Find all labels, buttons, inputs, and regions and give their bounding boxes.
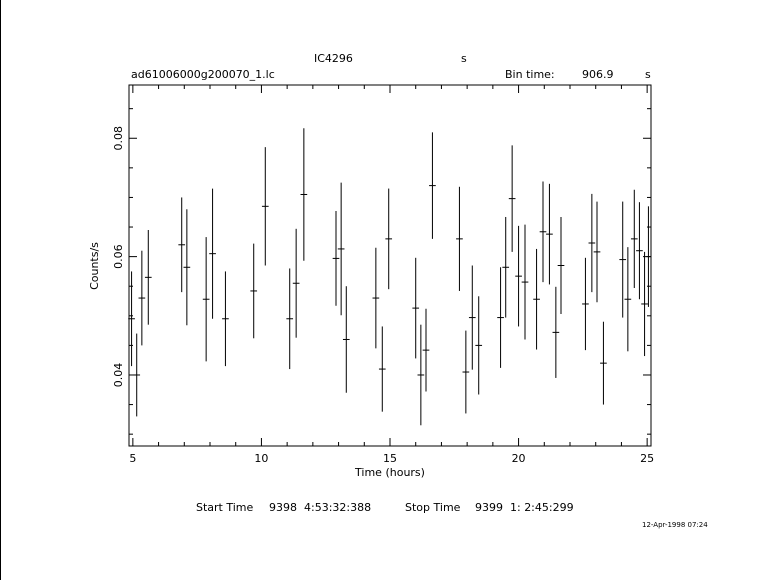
data-point — [262, 147, 269, 265]
data-point — [502, 217, 509, 318]
data-point — [646, 206, 650, 307]
data-point — [600, 322, 607, 405]
data-point — [373, 248, 380, 349]
data-point — [429, 132, 436, 239]
tick-labels — [112, 126, 654, 465]
data-point — [469, 266, 476, 370]
x-tick-label: 10 — [254, 452, 269, 465]
stop-time-label: Stop Time — [405, 501, 461, 514]
data-point — [497, 267, 504, 368]
data-point — [546, 184, 553, 285]
data-point — [589, 194, 596, 292]
data-point — [619, 202, 626, 318]
data-point — [641, 252, 648, 356]
y-tick-label: 0.04 — [112, 362, 125, 388]
data-point — [222, 271, 229, 366]
data-point — [338, 183, 345, 316]
x-tick-label: 15 — [383, 452, 397, 465]
data-point — [423, 309, 430, 392]
data-point — [379, 326, 386, 411]
data-point — [418, 325, 425, 426]
data-point — [540, 181, 547, 282]
x-tick-label: 25 — [640, 452, 655, 465]
data-point — [178, 197, 185, 292]
start-time-label: Start Time — [196, 501, 254, 514]
data-points — [128, 128, 650, 425]
data-point — [509, 145, 516, 252]
data-point — [463, 331, 470, 414]
object-title: IC4296 — [314, 52, 353, 65]
bin-time-value: 906.9 — [582, 68, 614, 81]
bin-time-unit: s — [645, 68, 651, 81]
x-tick-label: 5 — [129, 452, 137, 465]
data-point — [203, 237, 210, 361]
data-point — [385, 189, 392, 290]
data-point — [631, 190, 638, 288]
data-point — [209, 189, 216, 319]
bin-time-label: Bin time: — [505, 68, 555, 81]
data-point — [533, 249, 540, 350]
axis-ticks — [129, 85, 651, 446]
y-axis-label: Counts/s — [88, 242, 101, 290]
start-time-value: 9398 4:53:32:388 — [269, 501, 372, 514]
data-point — [412, 258, 419, 359]
data-point — [456, 187, 463, 291]
data-point — [184, 209, 191, 325]
data-point — [133, 334, 140, 417]
data-point — [594, 202, 601, 303]
data-point — [553, 287, 560, 378]
plot-frame — [129, 85, 651, 446]
data-point — [475, 296, 482, 394]
data-point — [286, 268, 293, 369]
y-tick-label: 0.08 — [112, 126, 125, 151]
stop-time-value: 9399 1: 2:45:299 — [475, 501, 574, 514]
data-point — [343, 286, 350, 393]
date-stamp: 12-Apr-1998 07:24 — [642, 521, 708, 529]
data-point — [250, 244, 257, 339]
x-axis-label: Time (hours) — [355, 466, 425, 479]
filename-label: ad61006000g200070_1.lc — [131, 68, 275, 81]
data-point — [515, 226, 522, 327]
title-unit: s — [461, 52, 467, 65]
data-point — [293, 229, 300, 338]
data-point — [301, 128, 308, 261]
data-point — [636, 202, 643, 299]
data-point — [582, 258, 589, 350]
data-point — [522, 225, 529, 340]
data-point — [139, 251, 146, 346]
data-point — [558, 217, 565, 314]
x-tick-label: 20 — [511, 452, 526, 465]
y-tick-label: 0.06 — [112, 244, 125, 269]
data-point — [145, 230, 152, 325]
data-point — [333, 211, 340, 306]
data-point — [625, 247, 632, 351]
